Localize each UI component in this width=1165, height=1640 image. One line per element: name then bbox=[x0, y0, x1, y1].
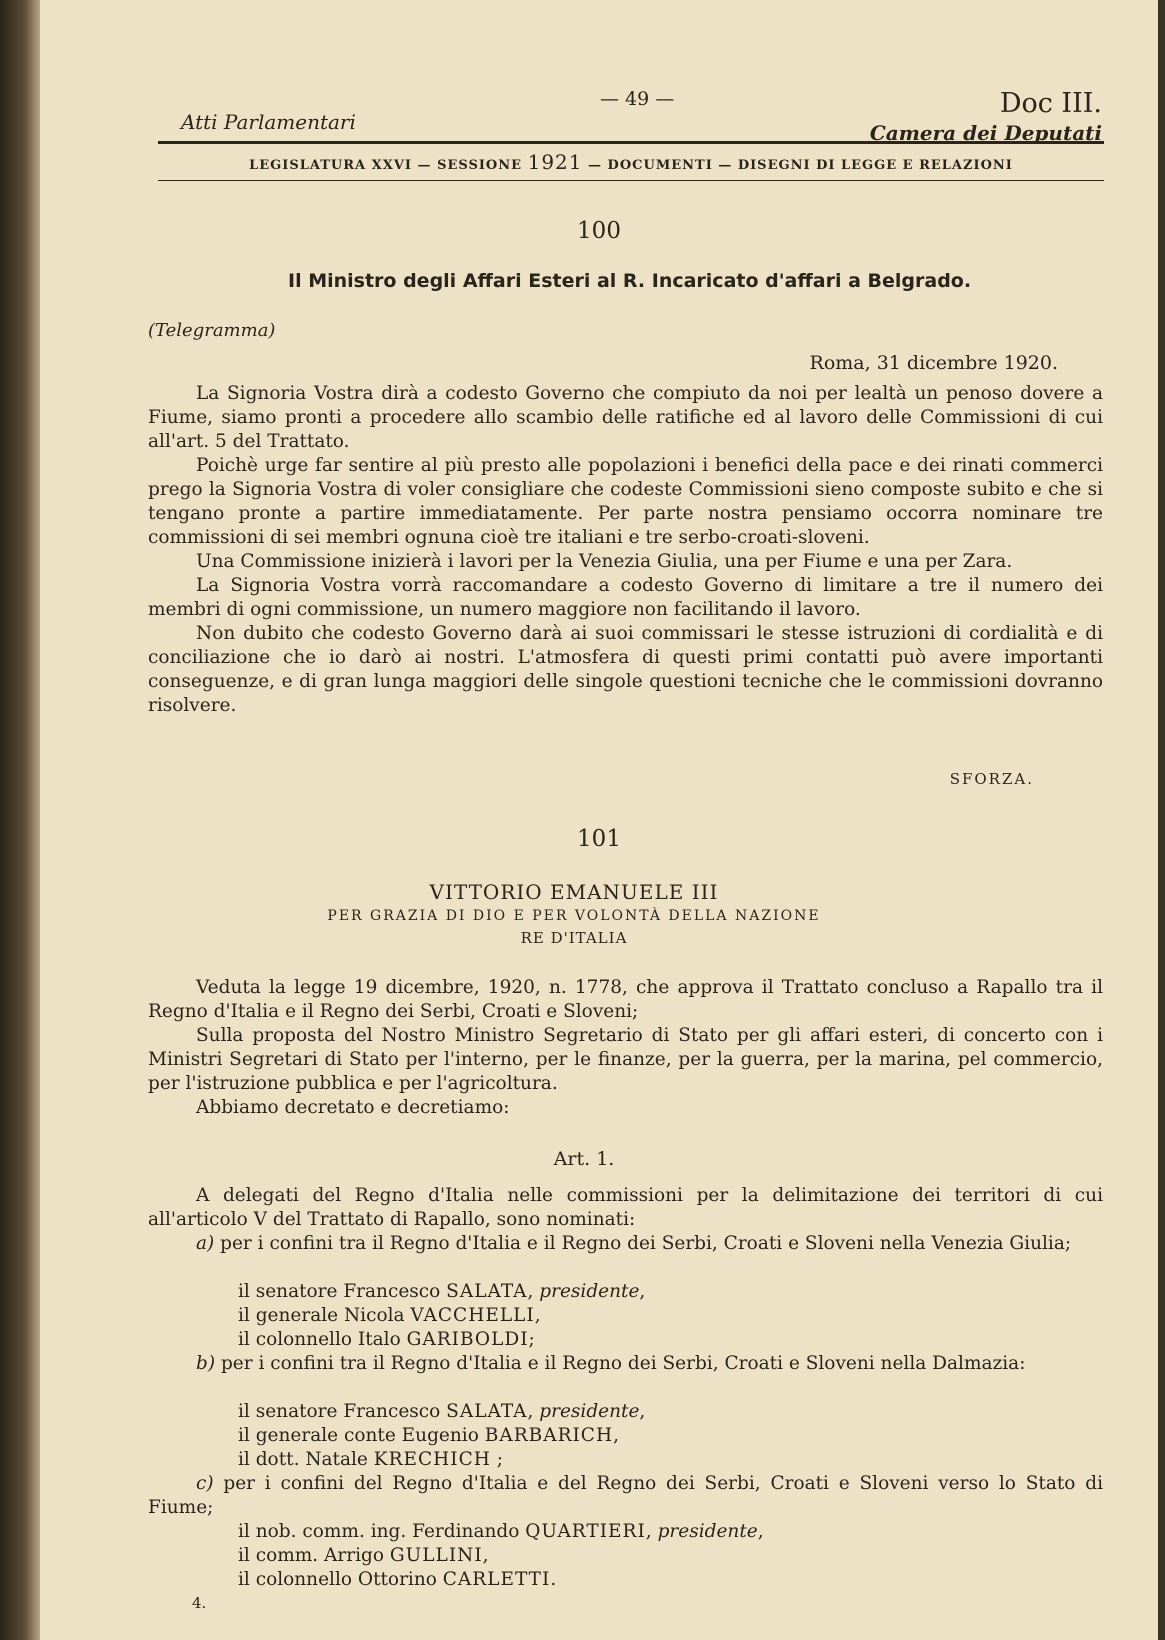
paragraph: Non dubito che codesto Governo darà ai suoi commissari le stesse istruzioni di cordialità e di conciliazione che io darò ai nostri. L'atmosfera di questi primi contatti può avere importanti conseguenze, e di gran lunga maggiori delle singole questioni tecniche che le commissioni dovranno risolvere. bbox=[148, 623, 1103, 716]
header-rule-bottom bbox=[158, 180, 1104, 181]
signature-mark: 4. bbox=[192, 1594, 207, 1612]
section-text: per i confini tra il Regno d'Italia e il Regno dei Serbi, Croati e Sloveni nella Venezia Giulia; bbox=[214, 1233, 1072, 1254]
legislatura-line bbox=[158, 150, 1104, 174]
header-right bbox=[870, 88, 1102, 145]
member-line: il senatore Francesco SALATA, presidente, bbox=[238, 1401, 646, 1422]
paragraph: La Signoria Vostra vorrà raccomandare a codesto Governo di limitare a tre il numero dei membri di ogni commissione, un numero maggiore non facilitando il lavoro. bbox=[148, 575, 1103, 620]
section-text: per i confini tra il Regno d'Italia e il Regno dei Serbi, Croati e Sloveni nella Dalmazia: bbox=[215, 1353, 1026, 1374]
page-number: — 49 — bbox=[600, 88, 675, 110]
section-text: per i confini del Regno d'Italia e del Regno dei Serbi, Croati e Sloveni verso lo Stato di Fiume; bbox=[148, 1473, 1103, 1518]
section-letter: a) bbox=[196, 1233, 215, 1254]
section-letter: b) bbox=[196, 1353, 216, 1374]
king-grace: PER GRAZIA DI DIO E PER VOLONTÀ DELLA NAZIONE bbox=[327, 908, 821, 924]
doc100-date: Roma, 31 dicembre 1920. bbox=[809, 352, 1058, 374]
member-line: il comm. Arrigo GULLINI, bbox=[238, 1545, 489, 1566]
article-heading: Art. 1. bbox=[553, 1148, 615, 1170]
legislatura-b: — DOCUMENTI — DISEGNI DI LEGGE E RELAZIONI bbox=[588, 158, 1013, 173]
paragraph: Poichè urge far sentire al più presto alle popolazioni i benefici della pace e dei rinati commerci prego la Signoria Vostra di voler consigliare che codeste Commissioni sieno composte subito e che si tengano pronte a partire immediatamente. Per parte nostra pensiamo occorra nominare tre commissioni di sei membri ognuna cioè tre italiani e tre serbo-croati-sloveni. bbox=[148, 455, 1103, 548]
king-re: RE D'ITALIA bbox=[520, 929, 628, 947]
section-a bbox=[148, 1232, 1103, 1256]
doc101-preamble bbox=[148, 976, 1103, 1120]
camera-label: Camera dei Deputati bbox=[869, 121, 1102, 145]
doc100-number: 100 bbox=[577, 218, 621, 244]
member-line: il nob. comm. ing. Ferdinando QUARTIERI, presidente, bbox=[238, 1521, 764, 1542]
paragraph: A delegati del Regno d'Italia nelle commissioni per la delimitazione dei territori di cui all'articolo V del Trattato di Rapallo, sono nominati: bbox=[148, 1185, 1103, 1230]
legislatura-year: 1921 bbox=[527, 150, 583, 174]
doc101-number: 101 bbox=[577, 826, 621, 852]
member-line: il dott. Natale KRECHICH ; bbox=[238, 1449, 504, 1470]
paragraph: La Signoria Vostra dirà a codesto Governo che compiuto da noi per lealtà un penoso dovere a Fiume, siamo pronti a procedere allo scambio delle ratifiche ed al lavoro delle Commissioni di cui all'art. 5 del Trattato. bbox=[148, 383, 1103, 452]
document-page bbox=[40, 0, 1158, 1640]
section-c bbox=[148, 1472, 1103, 1520]
header-rule bbox=[158, 141, 1104, 144]
king-title: VITTORIO EMANUELE III bbox=[429, 880, 719, 904]
paragraph: Abbiamo decretato e decretiamo: bbox=[196, 1097, 510, 1118]
member-line: il generale conte Eugenio BARBARICH, bbox=[238, 1425, 619, 1446]
doc100-title: Il Ministro degli Affari Esteri al R. Incaricato d'affari a Belgrado. bbox=[288, 270, 972, 292]
legislatura-a: LEGISLATURA XXVI — SESSIONE bbox=[249, 158, 523, 173]
doc100-signature: SFORZA. bbox=[949, 770, 1034, 788]
member-line: il senatore Francesco SALATA, presidente, bbox=[238, 1281, 646, 1302]
book-binding bbox=[0, 0, 40, 1640]
paragraph: Sulla proposta del Nostro Ministro Segretario di Stato per gli affari esteri, di concerto con i Ministri Segretari di Stato per l'interno, per le finanze, per la guerra, per la marina, pel commercio, per l'istruzione pubblica e per l'agricoltura. bbox=[148, 1025, 1103, 1094]
paragraph: Una Commissione inizierà i lavori per la Venezia Giulia, una per Fiume e una per Zara. bbox=[196, 551, 1013, 572]
section-letter: c) bbox=[196, 1473, 214, 1494]
member-line: il generale Nicola VACCHELLI, bbox=[238, 1305, 541, 1326]
header-left: Atti Parlamentari bbox=[181, 110, 356, 134]
member-line: il colonnello Ottorino CARLETTI. bbox=[238, 1569, 557, 1590]
doc100-body bbox=[148, 382, 1103, 718]
doc-label: Doc III. bbox=[999, 88, 1102, 119]
section-b bbox=[148, 1352, 1103, 1376]
doc100-type: (Telegramma) bbox=[148, 320, 276, 341]
paragraph: Veduta la legge 19 dicembre, 1920, n. 1778, che approva il Trattato concluso a Rapallo tra il Regno d'Italia e il Regno dei Serbi, Croati e Sloveni; bbox=[148, 977, 1103, 1022]
article-intro bbox=[148, 1184, 1103, 1232]
member-line: il colonnello Italo GARIBOLDI; bbox=[238, 1329, 535, 1350]
